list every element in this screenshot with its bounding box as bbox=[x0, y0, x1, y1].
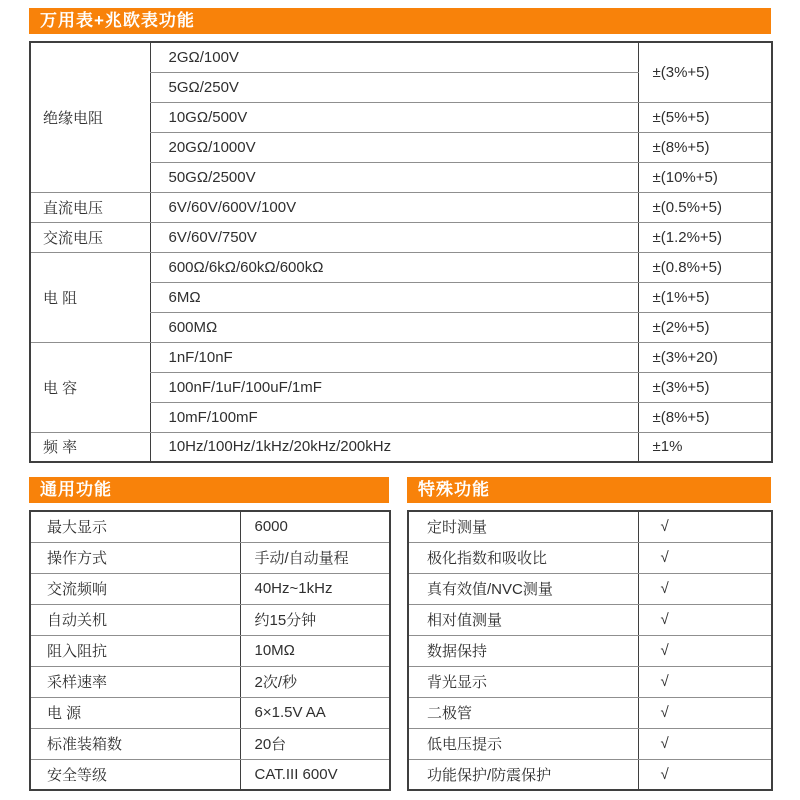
table-row bbox=[30, 573, 390, 604]
range-value: 600Ω/6kΩ/60kΩ/600kΩ bbox=[150, 252, 638, 282]
feature-value: 40Hz~1kHz bbox=[240, 573, 390, 604]
accuracy-value: ±(10%+5) bbox=[638, 162, 772, 192]
special-functions-section bbox=[407, 477, 771, 791]
feature-label: 极化指数和吸收比 bbox=[408, 542, 638, 573]
range-value: 50GΩ/2500V bbox=[150, 162, 638, 192]
table-row bbox=[30, 635, 390, 666]
feature-label: 标准装箱数 bbox=[30, 728, 240, 759]
spec-row bbox=[30, 42, 772, 72]
feature-checkmark: √ bbox=[638, 697, 772, 728]
table-row bbox=[408, 728, 772, 759]
feature-checkmark: √ bbox=[638, 728, 772, 759]
range-value: 100nF/1uF/100uF/1mF bbox=[150, 372, 638, 402]
table-row bbox=[30, 697, 390, 728]
range-value: 2GΩ/100V bbox=[150, 42, 638, 72]
range-value: 20GΩ/1000V bbox=[150, 132, 638, 162]
table-row bbox=[408, 759, 772, 790]
spec-row bbox=[30, 192, 772, 222]
spec-row bbox=[30, 252, 772, 282]
feature-value: 20台 bbox=[240, 728, 390, 759]
measurement-type-label: 绝缘电阻 bbox=[30, 42, 150, 192]
feature-label: 交流频响 bbox=[30, 573, 240, 604]
table-row bbox=[408, 604, 772, 635]
table-row bbox=[30, 759, 390, 790]
accuracy-value: ±(8%+5) bbox=[638, 402, 772, 432]
feature-value: 10MΩ bbox=[240, 635, 390, 666]
range-value: 10mF/100mF bbox=[150, 402, 638, 432]
accuracy-value: ±(8%+5) bbox=[638, 132, 772, 162]
measurement-type-label: 频 率 bbox=[30, 432, 150, 462]
measurement-type-label: 电 容 bbox=[30, 342, 150, 432]
feature-label: 自动关机 bbox=[30, 604, 240, 635]
table-row bbox=[408, 635, 772, 666]
range-value: 10GΩ/500V bbox=[150, 102, 638, 132]
general-functions-section bbox=[29, 477, 389, 791]
measurement-type-label: 直流电压 bbox=[30, 192, 150, 222]
accuracy-value: ±(5%+5) bbox=[638, 102, 772, 132]
feature-checkmark: √ bbox=[638, 604, 772, 635]
feature-value: CAT.III 600V bbox=[240, 759, 390, 790]
feature-value: 6000 bbox=[240, 511, 390, 542]
feature-label: 定时测量 bbox=[408, 511, 638, 542]
special-functions-table-body bbox=[408, 511, 772, 790]
range-value: 6V/60V/600V/100V bbox=[150, 192, 638, 222]
spec-row bbox=[30, 222, 772, 252]
feature-label: 安全等级 bbox=[30, 759, 240, 790]
feature-label: 相对值测量 bbox=[408, 604, 638, 635]
feature-value: 约15分钟 bbox=[240, 604, 390, 635]
table-row bbox=[408, 542, 772, 573]
feature-label: 数据保持 bbox=[408, 635, 638, 666]
range-value: 1nF/10nF bbox=[150, 342, 638, 372]
table-row bbox=[30, 728, 390, 759]
accuracy-value: ±(2%+5) bbox=[638, 312, 772, 342]
multimeter-spec-table-body bbox=[30, 42, 772, 462]
table-row bbox=[30, 542, 390, 573]
general-functions-table-body bbox=[30, 511, 390, 790]
range-value: 6MΩ bbox=[150, 282, 638, 312]
spec-row bbox=[30, 432, 772, 462]
spec-sheet-page bbox=[29, 0, 771, 791]
accuracy-value: ±(3%+20) bbox=[638, 342, 772, 372]
spec-row bbox=[30, 342, 772, 372]
feature-checkmark: √ bbox=[638, 759, 772, 790]
range-value: 600MΩ bbox=[150, 312, 638, 342]
range-value: 10Hz/100Hz/1kHz/20kHz/200kHz bbox=[150, 432, 638, 462]
feature-label: 真有效值/NVC测量 bbox=[408, 573, 638, 604]
multimeter-spec-table bbox=[29, 41, 773, 463]
feature-label: 操作方式 bbox=[30, 542, 240, 573]
feature-label: 电 源 bbox=[30, 697, 240, 728]
measurement-type-label: 交流电压 bbox=[30, 222, 150, 252]
feature-label: 最大显示 bbox=[30, 511, 240, 542]
range-value: 5GΩ/250V bbox=[150, 72, 638, 102]
accuracy-value: ±1% bbox=[638, 432, 772, 462]
bottom-sections bbox=[29, 477, 771, 791]
feature-value: 2次/秒 bbox=[240, 666, 390, 697]
main-section-header: 万用表+兆欧表功能 bbox=[29, 8, 771, 34]
accuracy-value: ±(0.5%+5) bbox=[638, 192, 772, 222]
table-row bbox=[408, 573, 772, 604]
accuracy-value: ±(0.8%+5) bbox=[638, 252, 772, 282]
table-row bbox=[30, 511, 390, 542]
feature-checkmark: √ bbox=[638, 573, 772, 604]
feature-label: 功能保护/防震保护 bbox=[408, 759, 638, 790]
table-row bbox=[30, 604, 390, 635]
special-section-header: 特殊功能 bbox=[407, 477, 771, 503]
feature-label: 二极管 bbox=[408, 697, 638, 728]
accuracy-value: ±(1%+5) bbox=[638, 282, 772, 312]
feature-value: 手动/自动量程 bbox=[240, 542, 390, 573]
table-row bbox=[408, 511, 772, 542]
feature-checkmark: √ bbox=[638, 635, 772, 666]
accuracy-value: ±(3%+5) bbox=[638, 42, 772, 102]
measurement-type-label: 电 阻 bbox=[30, 252, 150, 342]
feature-value: 6×1.5V AA bbox=[240, 697, 390, 728]
feature-label: 采样速率 bbox=[30, 666, 240, 697]
feature-checkmark: √ bbox=[638, 511, 772, 542]
range-value: 6V/60V/750V bbox=[150, 222, 638, 252]
feature-checkmark: √ bbox=[638, 542, 772, 573]
accuracy-value: ±(1.2%+5) bbox=[638, 222, 772, 252]
general-functions-table bbox=[29, 510, 391, 791]
table-row bbox=[408, 697, 772, 728]
feature-checkmark: √ bbox=[638, 666, 772, 697]
accuracy-value: ±(3%+5) bbox=[638, 372, 772, 402]
feature-label: 背光显示 bbox=[408, 666, 638, 697]
general-section-header: 通用功能 bbox=[29, 477, 389, 503]
special-functions-table bbox=[407, 510, 773, 791]
table-row bbox=[408, 666, 772, 697]
table-row bbox=[30, 666, 390, 697]
feature-label: 阻入阻抗 bbox=[30, 635, 240, 666]
feature-label: 低电压提示 bbox=[408, 728, 638, 759]
